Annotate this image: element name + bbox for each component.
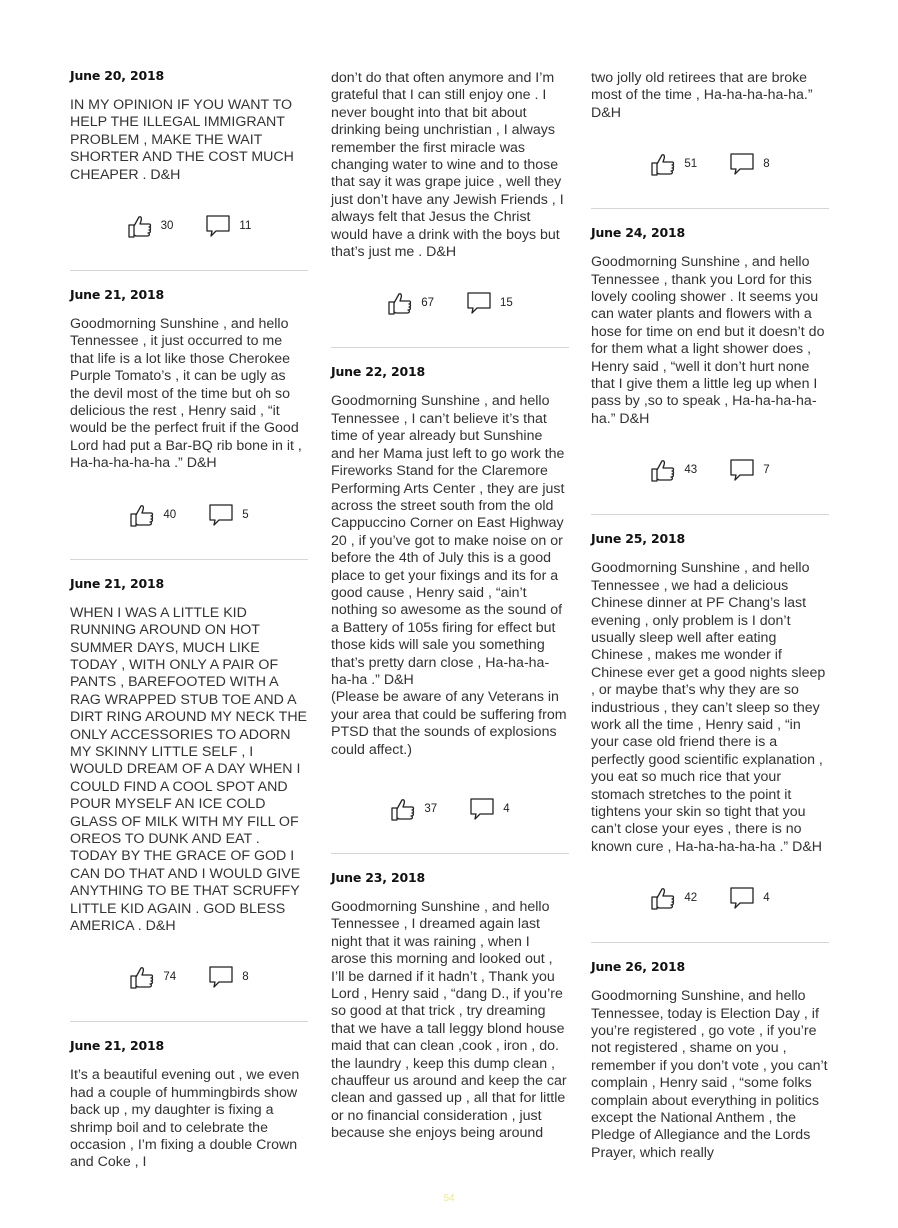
post-text: Goodmorning Sunshine, and hello Tennessee, today is Election Day , if you’re registered , go vote , if you’re not registered , shame on you , remember if you don’t vote , you can’t complain , Henry said , “some folks complain about everything in politics except the National Anthem , the Pledge of Allegiance and the Lords Prayer, which really xyxy=(591,988,828,1161)
post-text: It’s a beautiful evening out , we even had a couple of hummingbirds show back up , my daughter is fixing a shrimp boil and to celebrate the occasion , I’m fixing a double Crown and Coke , I xyxy=(70,1067,300,1171)
speech-bubble-icon xyxy=(208,964,234,990)
like-button[interactable] xyxy=(390,796,437,822)
like-button[interactable] xyxy=(650,151,697,177)
comment-button[interactable] xyxy=(205,213,251,239)
post-stats xyxy=(331,283,569,323)
post-stats xyxy=(331,789,569,829)
speech-bubble-icon xyxy=(208,502,234,528)
post-stats xyxy=(591,144,829,184)
comment-button[interactable] xyxy=(466,290,513,316)
speech-bubble-icon xyxy=(469,796,495,822)
post-text: WHEN I WAS A LITTLE KID RUNNING AROUND ON HOT SUMMER DAYS, MUCH LIKE TODAY , WITH ONLY A PAIR OF PANTS , BAREFOOTED WITH A RAG WRAPPED STUB TOE AND A DIRT RING AROUND MY NECK THE ONLY ACCESSORIES TO ADORN MY SKINNY LITTLE SELF , I WOULD DREAM OF A DAY WHEN I COULD FIND A COOL SPOT AND POUR MYSELF AN ICE COLD GLASS OF MILK WITH MY FILL OF OREOS TO DUNK AND EAT . TODAY BY THE GRACE OF GOD I CAN DO THAT AND I WOULD GIVE ANYTHING TO BE THAT SCRUFFY LITTLE KID AGAIN . GOD BLESS AMERICA . D&H xyxy=(70,604,308,934)
comment-count: 8 xyxy=(763,158,770,171)
post xyxy=(591,959,829,1162)
post-stats xyxy=(70,495,308,535)
post-text: don’t do that often anymore and I’m grateful that I can still enjoy one . I never bought into that bit about drinking being unchristian , I always remember the first miracle was changing water to wine and to those that say it was grape juice , well they just don’t have any Jewish Friends , I always felt that Jesus the Christ would have a drink with the boys but that’s just me . D&H xyxy=(331,70,564,261)
divider xyxy=(591,208,829,209)
post xyxy=(591,531,829,943)
post-date: June 26, 2018 xyxy=(591,959,685,975)
comment-count: 7 xyxy=(763,464,770,477)
speech-bubble-icon xyxy=(466,290,492,316)
post xyxy=(331,70,569,348)
thumbs-up-icon xyxy=(129,502,155,528)
speech-bubble-icon xyxy=(729,885,755,911)
post-date: June 22, 2018 xyxy=(331,364,425,380)
like-button[interactable] xyxy=(650,885,697,911)
post-date: June 24, 2018 xyxy=(591,225,685,241)
speech-bubble-icon xyxy=(729,151,755,177)
post-text: Goodmorning Sunshine , and hello Tennessee , I can’t believe it’s that time of year already but Sunshine and her Mama just left to go work the Fireworks Stand for the Claremore Performing Arts Center , they are just across the street south from the old Cappuccino Corner on East Highway 20 , if you’ve got to make noise on or before the 4th of July this is a good place to get your fixings and its for a good cause , Henry said , “ain’t nothing so awesome as the sound of a Battery of 105s firing for effect but those kids will sale you something that’s pretty darn close , Ha-ha-ha-ha-ha .” D&H (Please be aware of any Veterans in your area that could be suffering from PTSD that the sounds of explosions could affect.) xyxy=(331,393,567,758)
post-stats xyxy=(591,878,829,918)
post-date: June 21, 2018 xyxy=(70,287,164,303)
comment-button[interactable] xyxy=(729,151,769,177)
comment-count: 4 xyxy=(763,892,770,905)
post xyxy=(331,364,569,854)
post-text: Goodmorning Sunshine , and hello Tennessee , it just occurred to me that life is a lot like those Cherokee Purple Tomato’s , it can be ugly as the devil most of the time but oh so delicious the rest , Henry said , “it would be the perfect fruit if the Good Lord had put a Bar-BQ rib bone in it , Ha-ha-ha-ha-ha .” D&H xyxy=(70,316,302,472)
speech-bubble-icon xyxy=(205,213,231,239)
post xyxy=(591,70,829,209)
post-text: IN MY OPINION IF YOU WANT TO HELP THE ILLEGAL IMMIGRANT PROBLEM , MAKE THE WAIT SHORTER AND THE COST MUCH CHEAPER . D&H xyxy=(70,97,294,183)
like-button[interactable] xyxy=(127,213,174,239)
thumbs-up-icon xyxy=(390,796,416,822)
post-stats xyxy=(70,206,308,246)
post-text: two jolly old retirees that are broke most of the time , Ha-ha-ha-ha-ha.” D&H xyxy=(591,70,813,121)
column-1 xyxy=(70,68,308,1172)
post-date: June 21, 2018 xyxy=(70,1038,164,1054)
like-button[interactable] xyxy=(650,457,697,483)
post-text: Goodmorning Sunshine , and hello Tennessee , thank you Lord for this lovely cooling shower . It seems you can water plants and flowers with a hose for time on end but it doesn’t do for them what a light shower does , Henry said , “well it don’t hurt none that I give them a little leg up when I pass by ,so to speak , Ha-ha-ha-ha-ha.” D&H xyxy=(591,254,825,427)
post xyxy=(70,1038,308,1171)
like-button[interactable] xyxy=(129,964,176,990)
post-date: June 20, 2018 xyxy=(70,68,164,83)
column-2 xyxy=(331,70,569,1143)
post-date: June 23, 2018 xyxy=(331,870,425,885)
divider xyxy=(70,270,308,271)
thumbs-up-icon xyxy=(387,290,413,316)
like-count: 51 xyxy=(684,158,698,171)
post-text: Goodmorning Sunshine , and hello Tennessee , I dreamed again last night that it was raining , when I arose this morning and looked out , I’ll be darned if it hadn’t , Thank you Lord , Henry said , “dang D., if you’re so good at that trick , try dreaming that we have a tall leggy blond house maid that can clean ,cook , iron , do. the laundry , keep this dump clean , chauffeur us around and keep the car clean and gassed up , all that for little or no financial consideration , just because she enjoys being around xyxy=(331,899,567,1142)
thumbs-up-icon xyxy=(650,151,676,177)
like-count: 30 xyxy=(160,220,174,233)
post-text: Goodmorning Sunshine , and hello Tennessee , we had a delicious Chinese dinner at PF Chang’s last evening , only problem is I don’t usually sleep well after eating Chinese , makes me wonder if Chinese ever get a good nights sleep , or maybe that’s why they are so industrious , they can’t sleep so they work all the time , Henry said , “in your case old friend there is a perfectly good scientific explanation , you eat so much rice that your stomach stretches to the point it tightens your skin so tight that you can’t close your eyes , there is no known cure , Ha-ha-ha-ha-ha .” D&H xyxy=(591,560,826,855)
divider xyxy=(591,514,829,515)
post xyxy=(591,225,829,515)
post xyxy=(331,870,569,1143)
like-button[interactable] xyxy=(387,290,434,316)
post-date: June 21, 2018 xyxy=(70,575,164,591)
thumbs-up-icon xyxy=(127,213,153,239)
post xyxy=(70,576,308,1023)
divider xyxy=(70,1021,308,1022)
divider xyxy=(70,559,308,560)
comment-count: 11 xyxy=(239,220,252,233)
column-3 xyxy=(591,70,829,1162)
comment-count: 4 xyxy=(503,803,510,815)
comment-count: 8 xyxy=(242,971,249,984)
comment-count: 5 xyxy=(242,508,249,521)
divider xyxy=(591,942,829,943)
post xyxy=(70,287,308,560)
like-count: 40 xyxy=(163,508,177,521)
thumbs-up-icon xyxy=(650,885,676,911)
divider xyxy=(331,347,569,348)
divider xyxy=(331,853,569,854)
comment-button[interactable] xyxy=(469,796,509,822)
thumbs-up-icon xyxy=(650,457,676,483)
post xyxy=(70,68,308,271)
comment-count: 15 xyxy=(500,297,513,310)
comment-button[interactable] xyxy=(208,964,248,990)
comment-button[interactable] xyxy=(208,502,248,528)
comment-button[interactable] xyxy=(729,885,769,911)
post-stats xyxy=(591,450,829,490)
thumbs-up-icon xyxy=(129,964,155,990)
speech-bubble-icon xyxy=(729,457,755,483)
comment-button[interactable] xyxy=(729,457,769,483)
like-count: 37 xyxy=(424,803,438,815)
like-count: 74 xyxy=(163,971,177,984)
like-button[interactable] xyxy=(129,502,176,528)
post-stats xyxy=(70,957,308,997)
like-count: 67 xyxy=(421,297,434,310)
page-number: 54 xyxy=(443,1193,455,1204)
like-count: 42 xyxy=(684,892,698,905)
post-date: June 25, 2018 xyxy=(591,531,685,547)
like-count: 43 xyxy=(684,464,698,477)
